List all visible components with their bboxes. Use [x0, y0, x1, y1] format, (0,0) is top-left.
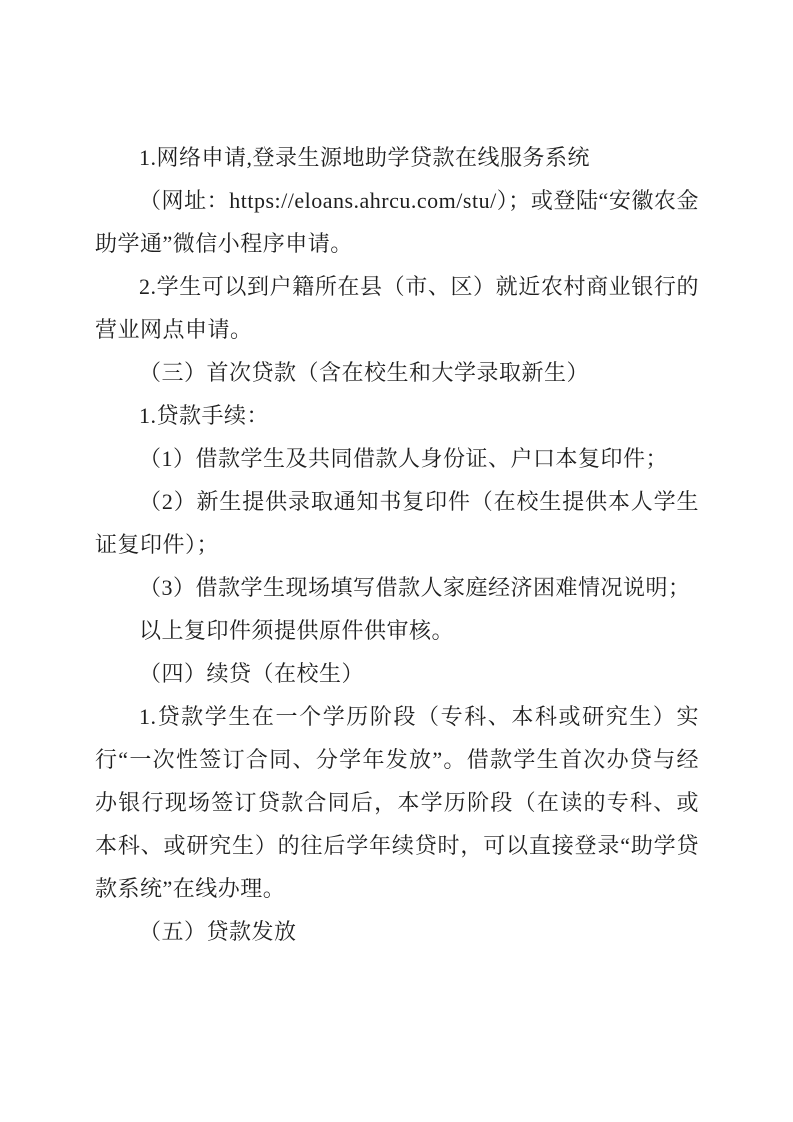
paragraph-loan-procedure: 1.贷款手续：	[139, 403, 270, 428]
paragraph-item-2: （2）新生提供录取通知书复印件（在校生提供本人学生证复印件）；	[95, 489, 699, 557]
paragraph-originals-note: 以上复印件须提供原件供审核。	[139, 618, 455, 643]
paragraph-bank-branch: 2.学生可以到户籍所在县（市、区）就近农村商业银行的营业网点申请。	[95, 274, 699, 342]
heading-section-3: （三）首次贷款（含在校生和大学录取新生）	[139, 360, 590, 385]
paragraph-item-3: （3）借款学生现场填写借款人家庭经济困难情况说明；	[139, 575, 691, 600]
paragraph-renewal-detail: 1.贷款学生在一个学历阶段（专科、本科或研究生）实行“一次性签订合同、分学年发放”。借款学生首次办贷与经办银行现场签订贷款合同后，本学历阶段（在读的专科、或本科、或研究生）的往后学年续贷时，可以直接登录“助学贷款系统”在线办理。	[95, 704, 699, 901]
paragraph-website-url: （网址：https://eloans.ahrcu.com/stu/）；或登陆“安徽农金助学通”微信小程序申请。	[95, 188, 699, 256]
document-text-block	[95, 136, 699, 953]
heading-section-4: （四）续贷（在校生）	[139, 661, 365, 686]
heading-section-5: （五）贷款发放	[139, 919, 297, 944]
paragraph-network-apply: 1.网络申请,登录生源地助学贷款在线服务系统	[139, 145, 591, 170]
paragraph-item-1: （1）借款学生及共同借款人身份证、户口本复印件；	[139, 446, 669, 471]
